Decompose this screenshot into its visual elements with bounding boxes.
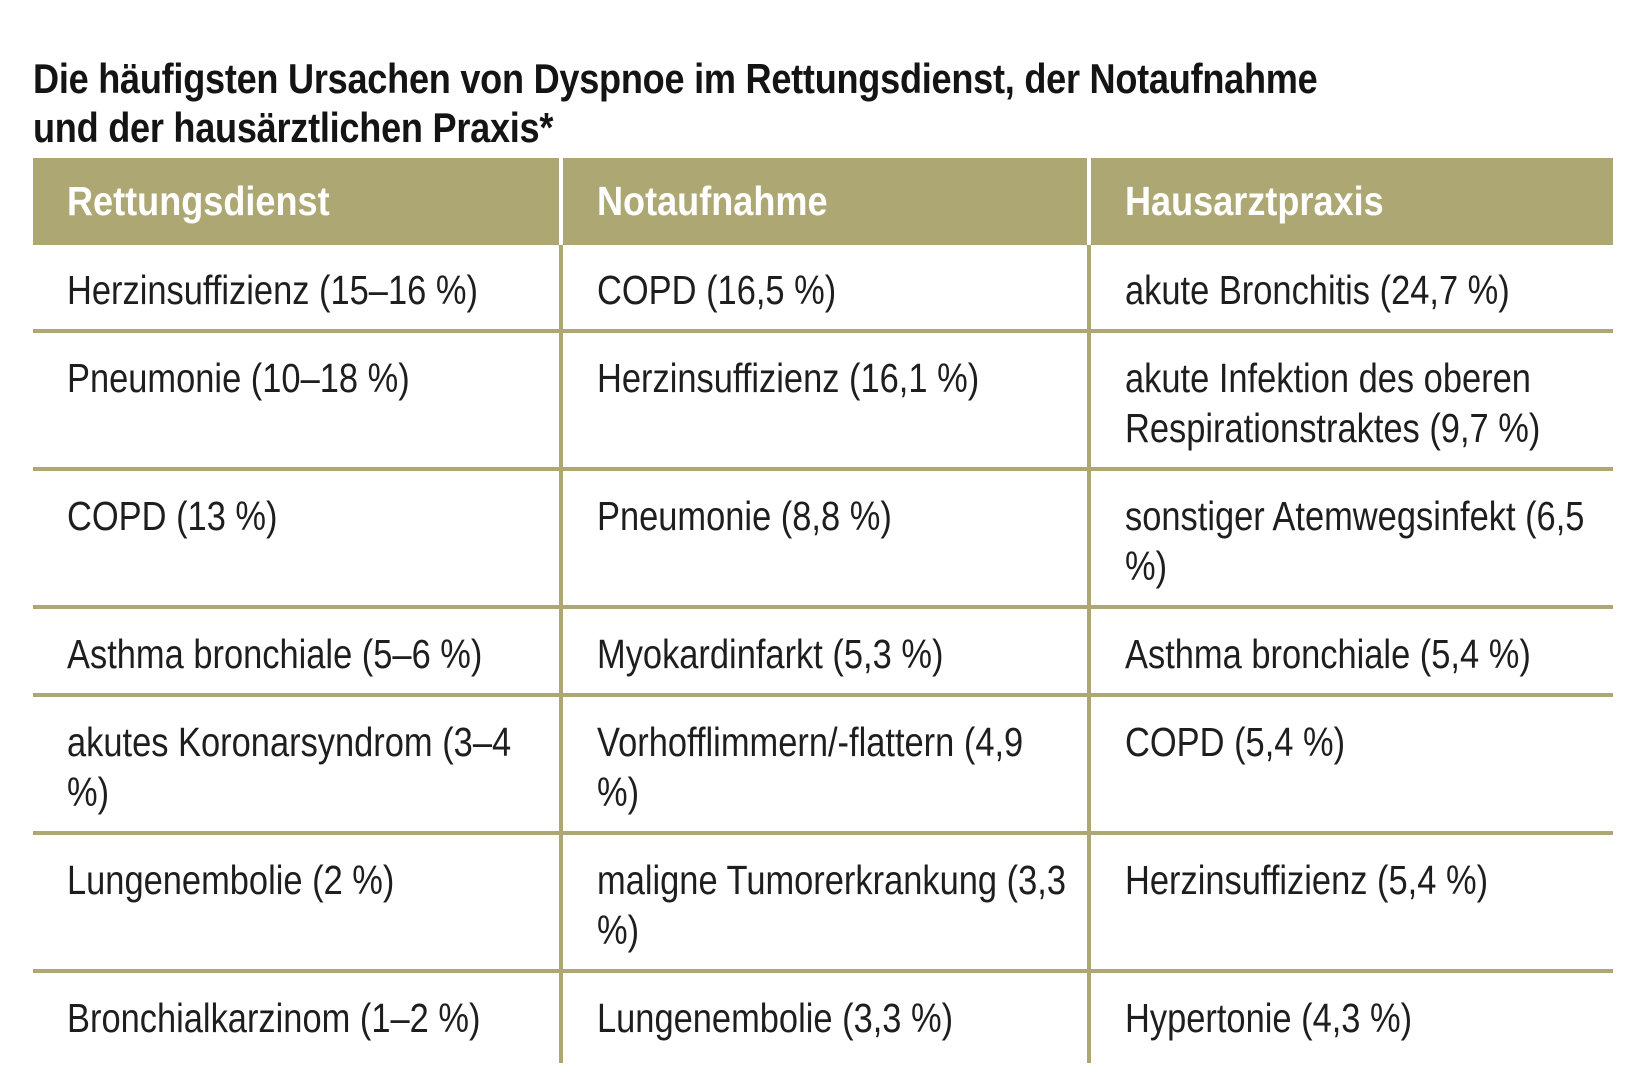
cell-notaufnahme: Vorhofflimmern/-flattern (4,9 %)	[561, 695, 1089, 833]
cell-hausarztpraxis: Asthma bronchiale (5,4 %)	[1089, 607, 1613, 695]
cell-rettungsdienst: Lungenembolie (2 %)	[33, 833, 561, 971]
cell-hausarztpraxis: Herzinsuffizienz (5,4 %)	[1089, 833, 1613, 971]
cell-rettungsdienst: COPD (13 %)	[33, 469, 561, 607]
cell-hausarztpraxis: akute Bronchitis (24,7 %)	[1089, 245, 1613, 331]
header-hausarztpraxis: Hausarztpraxis	[1089, 158, 1613, 245]
cell-notaufnahme: Herzinsuffizienz (16,1 %)	[561, 331, 1089, 469]
table-body	[33, 245, 1613, 1063]
cell-hausarztpraxis: akute Infektion des oberen Respirationstraktes (9,7 %)	[1089, 331, 1613, 469]
cell-hausarztpraxis: sonstiger Atemwegsinfekt (6,5 %)	[1089, 469, 1613, 607]
table-row	[33, 971, 1613, 1063]
cell-rettungsdienst: Pneumonie (10–18 %)	[33, 331, 561, 469]
cell-notaufnahme: maligne Tumorerkrankung (3,3 %)	[561, 833, 1089, 971]
cell-rettungsdienst: akutes Koronarsyndrom (3–4 %)	[33, 695, 561, 833]
table-header	[33, 158, 1613, 245]
table-row	[33, 833, 1613, 971]
cell-notaufnahme: Myokardinfarkt (5,3 %)	[561, 607, 1089, 695]
table-row	[33, 331, 1613, 469]
cell-notaufnahme: Pneumonie (8,8 %)	[561, 469, 1089, 607]
table-row	[33, 469, 1613, 607]
table-title-line-1: Die häufigsten Ursachen von Dyspnoe im Rettungsdienst, der Notaufnahme	[33, 55, 1318, 103]
cell-hausarztpraxis: COPD (5,4 %)	[1089, 695, 1613, 833]
table-title-line-2: und der hausärztlichen Praxis*	[33, 104, 554, 152]
table-row	[33, 245, 1613, 331]
table-row	[33, 607, 1613, 695]
cell-hausarztpraxis: Hypertonie (4,3 %)	[1089, 971, 1613, 1063]
cell-rettungsdienst: Herzinsuffizienz (15–16 %)	[67, 267, 478, 313]
header-notaufnahme: Notaufnahme	[561, 158, 1089, 245]
header-rettungsdienst: Rettungsdienst	[33, 158, 561, 245]
cell-notaufnahme: COPD (16,5 %)	[561, 245, 1089, 331]
cell-rettungsdienst: Bronchialkarzinom (1–2 %)	[33, 971, 561, 1063]
cell-notaufnahme: Lungenembolie (3,3 %)	[561, 971, 1089, 1063]
table-title	[33, 54, 1392, 152]
dyspnoe-causes-table	[33, 158, 1613, 1063]
header-row	[33, 158, 1613, 245]
cell-rettungsdienst: Asthma bronchiale (5–6 %)	[33, 607, 561, 695]
table-row	[33, 695, 1613, 833]
